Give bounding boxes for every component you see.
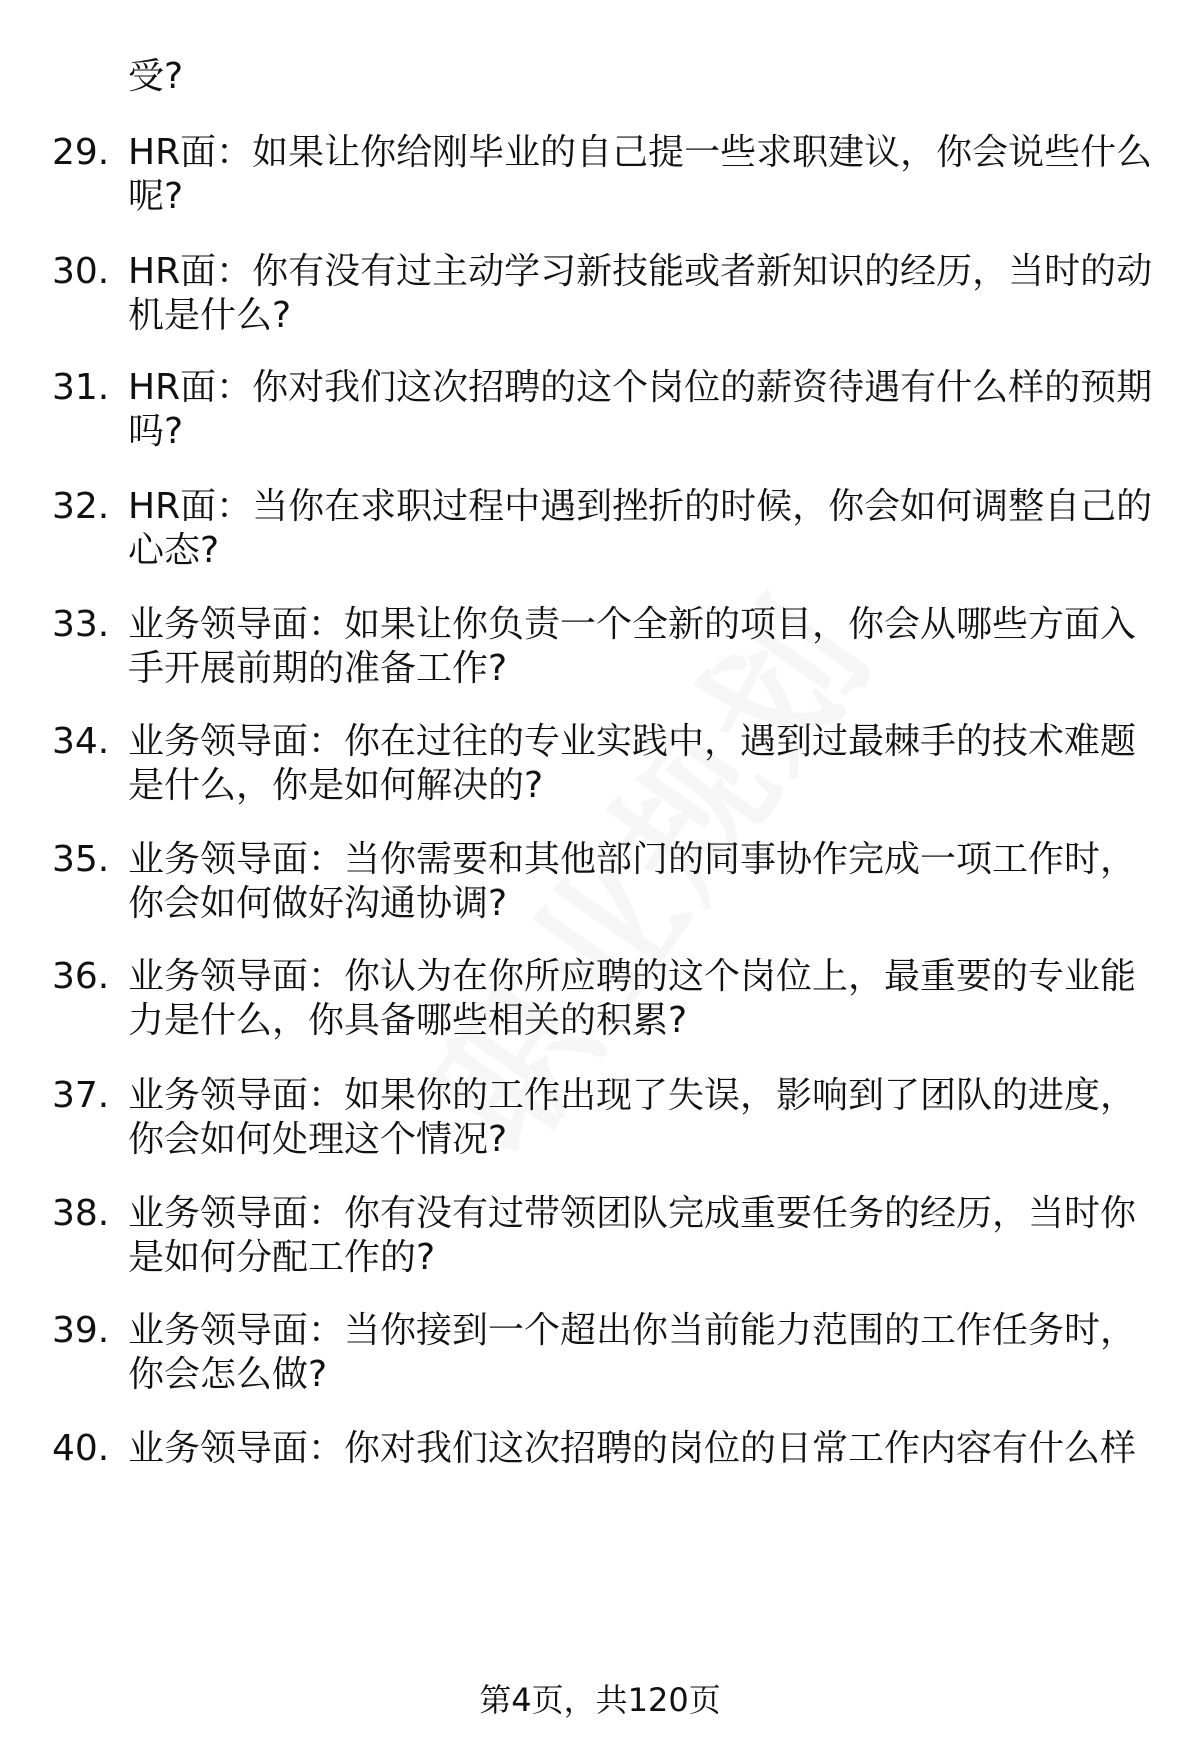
question-line: 业务领导面：当你接到一个超出你当前能力范围的工作任务时， (128, 1310, 1137, 1351)
page-footer: 第4页，共120页 (479, 1681, 721, 1719)
question-text (128, 131, 1158, 219)
question-line: 你会如何做好沟通协调? (128, 883, 508, 924)
question-text (128, 955, 1158, 1043)
question-line: 吗? (128, 411, 184, 452)
question-number: 31. (52, 367, 110, 408)
question-number: 33. (52, 604, 110, 645)
question-number: 36. (52, 956, 110, 997)
question-number: 35. (52, 839, 110, 880)
question-line: 机是什么? (128, 295, 292, 336)
question-line: 业务领导面：你对我们这次招聘的岗位的日常工作内容有什么样 (128, 1428, 1137, 1469)
question-line: 呢? (128, 176, 184, 217)
question-number: 39. (52, 1310, 110, 1351)
question-number: 32. (52, 486, 110, 527)
question-line: 你会如何处理这个情况? (128, 1119, 508, 1160)
question-text (128, 720, 1158, 808)
question-text (128, 250, 1158, 338)
continuation-text: 受? (128, 56, 184, 97)
question-text (128, 485, 1158, 573)
question-line: 心态? (128, 530, 220, 571)
question-line: HR面：当你在求职过程中遇到挫折的时候，你会如何调整自己的 (128, 486, 1153, 527)
question-line: 是如何分配工作的? (128, 1237, 436, 1278)
question-line: 业务领导面：你认为在你所应聘的这个岗位上，最重要的专业能 (128, 956, 1137, 997)
question-text (128, 1309, 1158, 1397)
question-line: HR面：如果让你给刚毕业的自己提一些求职建议，你会说些什么 (128, 132, 1153, 173)
question-line: HR面：你对我们这次招聘的这个岗位的薪资待遇有什么样的预期 (128, 367, 1153, 408)
question-number: 37. (52, 1075, 110, 1116)
question-text (128, 603, 1158, 691)
question-line: 业务领导面：当你需要和其他部门的同事协作完成一项工作时， (128, 839, 1137, 880)
question-line: 业务领导面：如果让你负责一个全新的项目，你会从哪些方面入 (128, 604, 1137, 645)
question-number: 34. (52, 721, 110, 762)
question-line: 是什么，你是如何解决的? (128, 765, 544, 806)
question-text (128, 366, 1158, 454)
question-line: 业务领导面：你有没有过带领团队完成重要任务的经历，当时你 (128, 1193, 1137, 1234)
question-number: 38. (52, 1193, 110, 1234)
question-line: 力是什么，你具备哪些相关的积累? (128, 1000, 688, 1041)
question-line: 你会怎么做? (128, 1354, 328, 1395)
question-line: HR面：你有没有过主动学习新技能或者新知识的经历，当时的动 (128, 251, 1153, 292)
question-text (128, 1074, 1158, 1162)
question-text (128, 1427, 1158, 1471)
question-line: 业务领导面：如果你的工作出现了失误，影响到了团队的进度， (128, 1075, 1137, 1116)
question-text (128, 1192, 1158, 1280)
question-number: 40. (52, 1428, 110, 1469)
question-line: 业务领导面：你在过往的专业实践中，遇到过最棘手的技术难题 (128, 721, 1137, 762)
question-text (128, 838, 1158, 926)
question-number: 29. (52, 132, 110, 173)
question-line: 手开展前期的准备工作? (128, 648, 508, 689)
question-number: 30. (52, 251, 110, 292)
